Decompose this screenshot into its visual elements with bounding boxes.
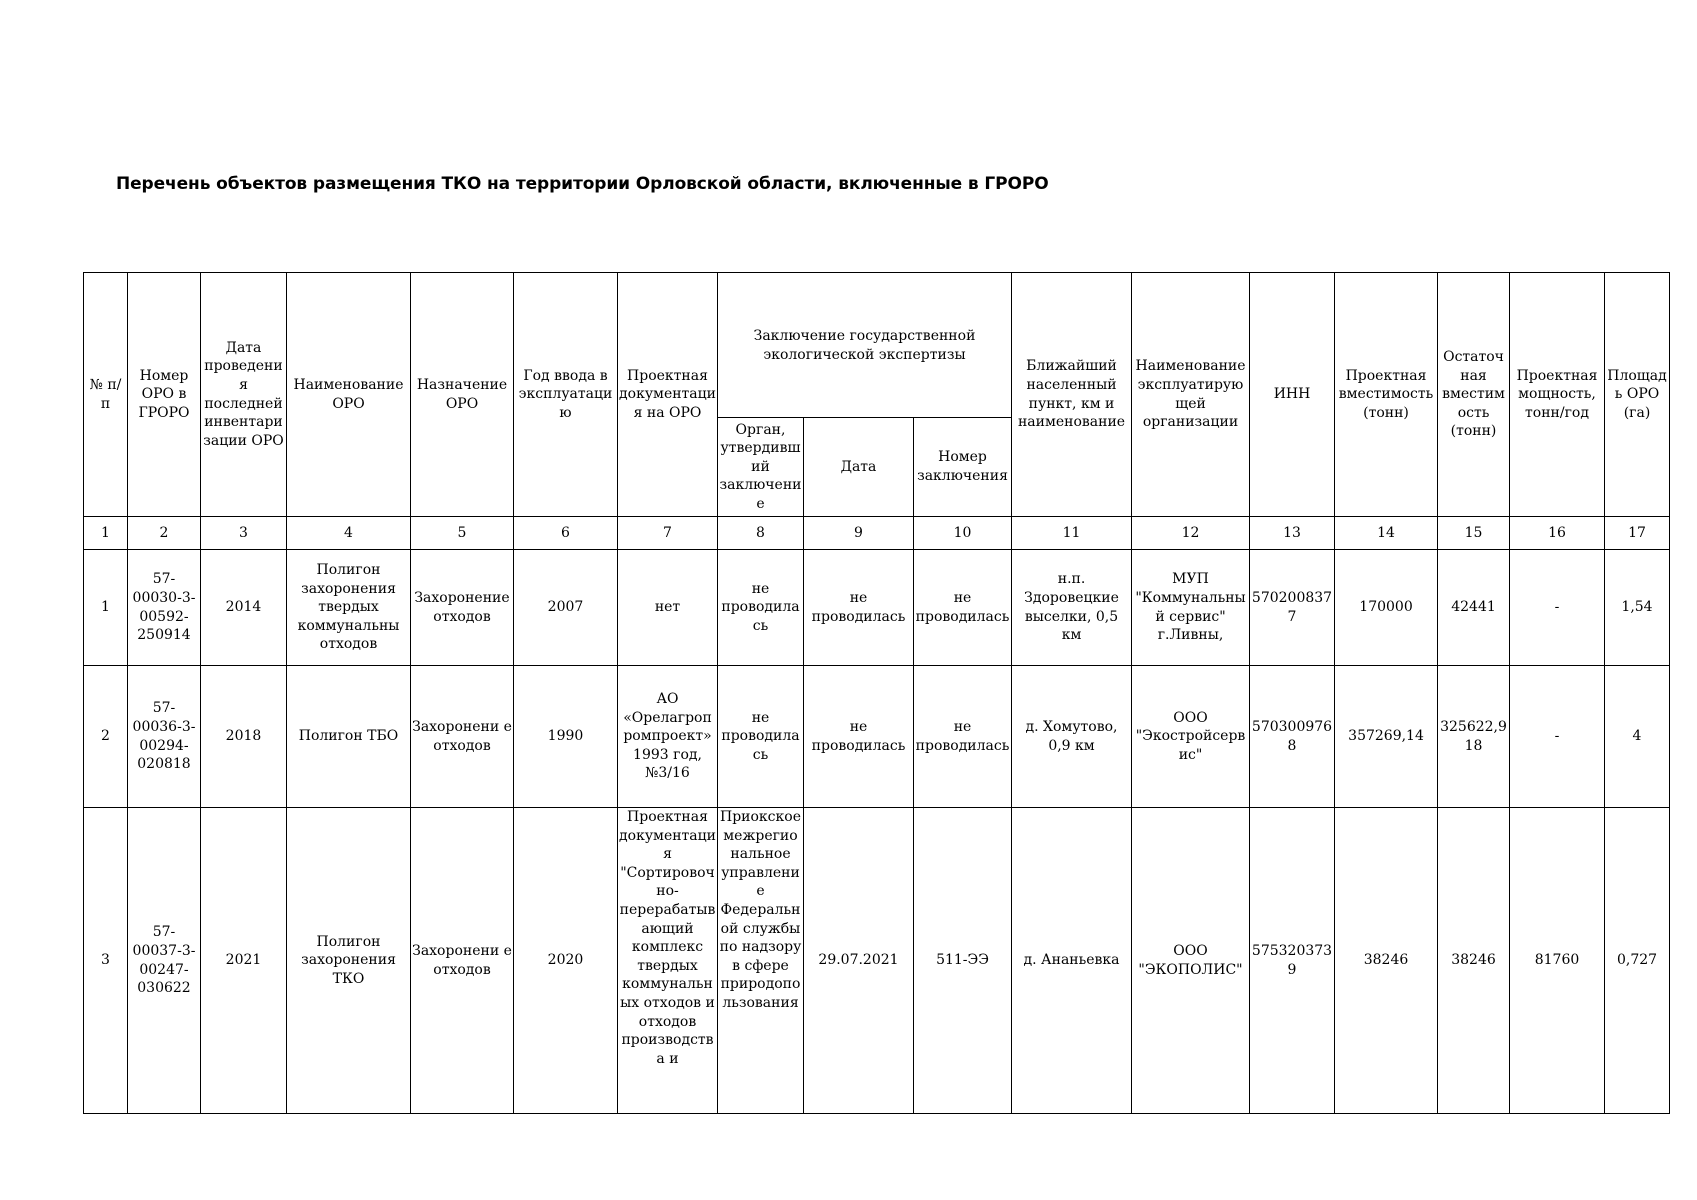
table-cell: 57-00036-3-00294-020818 (128, 666, 201, 808)
table-cell: не проводилась (718, 666, 804, 808)
header-group-expertise: Заключение государственной экологической экспертизы (718, 273, 1012, 418)
column-number: 12 (1132, 517, 1250, 550)
table-cell: 4 (1605, 666, 1670, 808)
table-cell: 38246 (1438, 808, 1510, 1114)
column-number: 9 (804, 517, 914, 550)
header-cell: Проектная мощность, тонн/год (1510, 273, 1605, 517)
table-cell: не проводилась (718, 550, 804, 666)
table-cell: н.п. Здоровецкие выселки, 0,5 км (1012, 550, 1132, 666)
table-cell: 2018 (201, 666, 287, 808)
column-number: 6 (514, 517, 618, 550)
column-number: 10 (914, 517, 1012, 550)
table-cell: Захоронение отходов (411, 550, 514, 666)
table-cell: Захоронени е отходов (411, 808, 514, 1114)
table-cell: - (1510, 666, 1605, 808)
table-cell: д. Ананьевка (1012, 808, 1132, 1114)
table-cell: 1,54 (1605, 550, 1670, 666)
header-row (84, 273, 1670, 418)
header-cell: Остаточная вместимость (тонн) (1438, 273, 1510, 517)
header-cell: Наименование ОРО (287, 273, 411, 517)
column-number: 13 (1250, 517, 1335, 550)
table-cell: 2021 (201, 808, 287, 1114)
column-number: 16 (1510, 517, 1605, 550)
table-cell: 357269,14 (1335, 666, 1438, 808)
column-number: 7 (618, 517, 718, 550)
column-number: 4 (287, 517, 411, 550)
column-number: 11 (1012, 517, 1132, 550)
table-cell: 5703009768 (1250, 666, 1335, 808)
table-cell: д. Хомутово, 0,9 км (1012, 666, 1132, 808)
table-cell: не проводилась (804, 550, 914, 666)
table-cell: 170000 (1335, 550, 1438, 666)
column-number: 3 (201, 517, 287, 550)
column-number: 15 (1438, 517, 1510, 550)
table-cell: нет (618, 550, 718, 666)
table-cell: 2 (84, 666, 128, 808)
table-row (84, 808, 1670, 1114)
table-cell: не проводилась (914, 666, 1012, 808)
header-cell: Площадь ОРО (га) (1605, 273, 1670, 517)
table-cell: 1 (84, 550, 128, 666)
table-cell: 2007 (514, 550, 618, 666)
table-cell: 0,727 (1605, 808, 1670, 1114)
table-row (84, 666, 1670, 808)
column-number-row (84, 517, 1670, 550)
table-row (84, 550, 1670, 666)
table-cell: 3 (84, 808, 128, 1114)
header-cell: Номер ОРО в ГРОРО (128, 273, 201, 517)
table-cell: 325622,918 (1438, 666, 1510, 808)
column-number: 2 (128, 517, 201, 550)
table-cell: 5702008377 (1250, 550, 1335, 666)
header-cell: Назначение ОРО (411, 273, 514, 517)
header-cell: Год ввода в эксплуатацию (514, 273, 618, 517)
column-number: 8 (718, 517, 804, 550)
table-cell: Полигон захоронения твердых коммунальны отходов (287, 550, 411, 666)
header-cell: Дата проведения последней инвентаризации ОРО (201, 273, 287, 517)
column-number: 17 (1605, 517, 1670, 550)
table-cell: Полигон захоронения ТКО (287, 808, 411, 1114)
table-cell: Полигон ТБО (287, 666, 411, 808)
document-title: Перечень объектов размещения ТКО на территории Орловской области, включенные в ГРОРО (116, 174, 1049, 194)
header-cell: Номер заключения (914, 418, 1012, 517)
table-cell: 1990 (514, 666, 618, 808)
column-number: 14 (1335, 517, 1438, 550)
table-cell: МУП "Коммунальный сервис" г.Ливны, (1132, 550, 1250, 666)
table-cell: 511-ЭЭ (914, 808, 1012, 1114)
header-cell: Ближайший населенный пункт, км и наименование (1012, 273, 1132, 517)
column-number: 5 (411, 517, 514, 550)
table-cell: 57-00037-3-00247-030622 (128, 808, 201, 1114)
table-cell: 2020 (514, 808, 618, 1114)
table-cell: 81760 (1510, 808, 1605, 1114)
table-cell: не проводилась (804, 666, 914, 808)
table-cell: 29.07.2021 (804, 808, 914, 1114)
header-cell: Орган, утвердивший заключение (718, 418, 804, 517)
table-cell: Приокское межрегиональное управление Федеральной службы по надзору в сфере природопользования (718, 808, 804, 1114)
header-cell: Проектная вместимость (тонн) (1335, 273, 1438, 517)
header-cell: ИНН (1250, 273, 1335, 517)
table-cell: ООО "ЭКОПОЛИС" (1132, 808, 1250, 1114)
table-cell: - (1510, 550, 1605, 666)
table-cell: 38246 (1335, 808, 1438, 1114)
table-cell: 42441 (1438, 550, 1510, 666)
header-cell: Проектная документация на ОРО (618, 273, 718, 517)
table-cell: 5753203739 (1250, 808, 1335, 1114)
table-cell: Проектная документация "Сортировочно-перерабатывающий комплекс твердых коммунальных отходов и отходов производства и (618, 808, 718, 1114)
header-cell: Наименование эксплуатирующей организации (1132, 273, 1250, 517)
table-cell: ООО "Экостройсервис" (1132, 666, 1250, 808)
table-cell: не проводилась (914, 550, 1012, 666)
header-cell: № п/п (84, 273, 128, 517)
table-cell: 57-00030-3-00592-250914 (128, 550, 201, 666)
header-cell: Дата (804, 418, 914, 517)
table-cell: АО «Орелагропромпроект» 1993 год, №3/16 (618, 666, 718, 808)
registry-table (83, 272, 1670, 1114)
column-number: 1 (84, 517, 128, 550)
table-cell: 2014 (201, 550, 287, 666)
table-cell: Захоронени е отходов (411, 666, 514, 808)
